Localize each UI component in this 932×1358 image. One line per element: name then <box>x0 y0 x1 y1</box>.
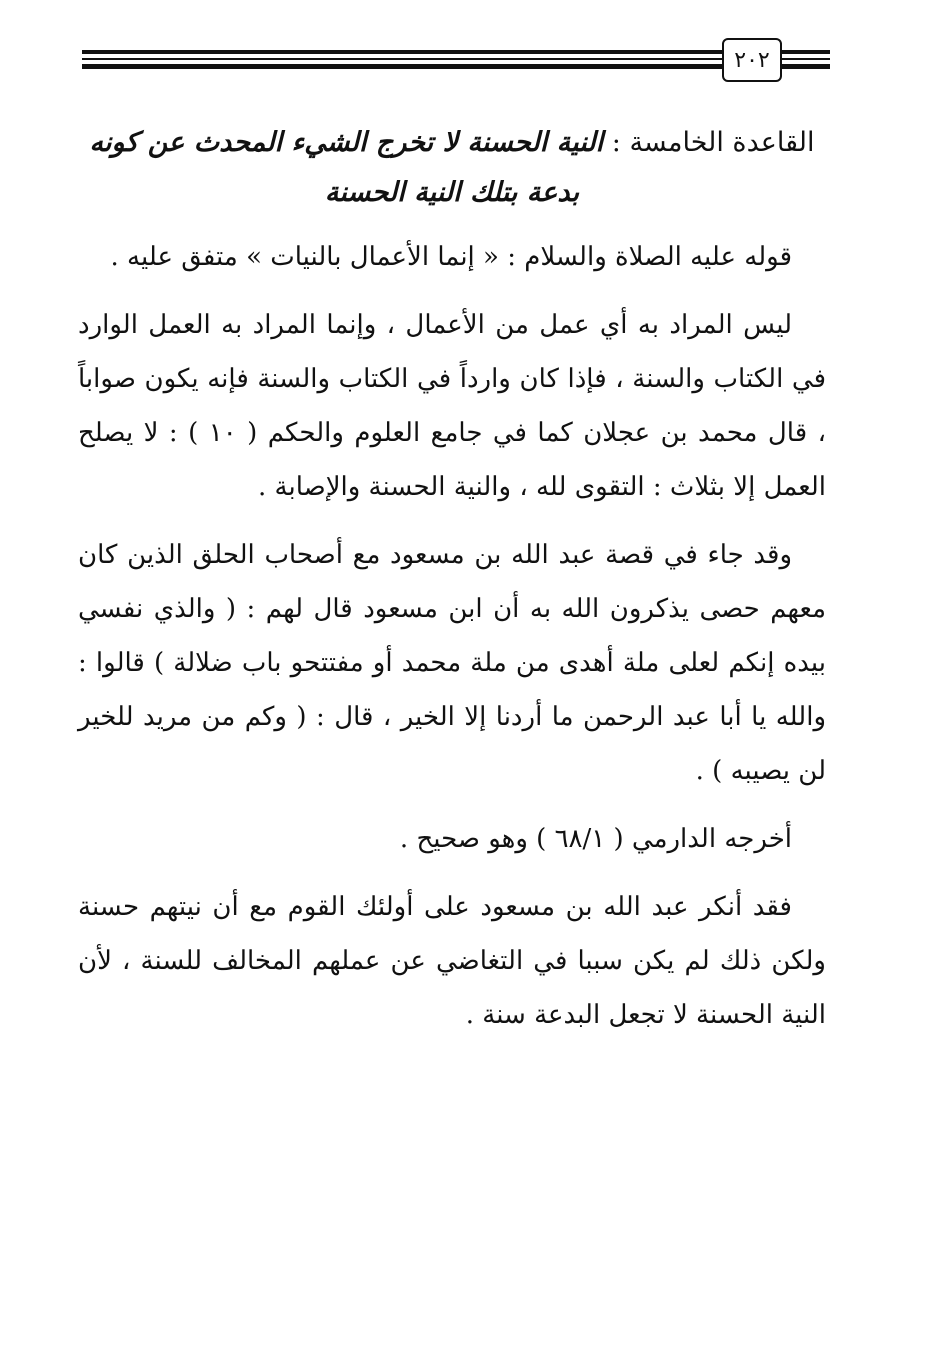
paragraph: وقد جاء في قصة عبد الله بن مسعود مع أصحاب الحلق الذين كان معهم حصى يذكرون الله به أن ابن مسعود قال لهم : ( والذي نفسي بيده إنكم لعلى ملة أهدى من ملة محمد أو مفتتحو باب ضلالة ) قالوا : والله يا أبا عبد الرحمن ما أردنا إلا الخير ، قال : ( وكم من مريد للخير لن يصيبه ) . <box>78 540 826 786</box>
page-header <box>82 38 830 88</box>
section-heading <box>78 118 826 218</box>
page-number: ٢٠٢ <box>722 38 782 82</box>
header-rule <box>82 58 722 60</box>
paragraph: فقد أنكر عبد الله بن مسعود على أولئك القوم مع أن نيتهم حسنة ولكن ذلك لم يكن سببا في التغاضي عن عملهم المخالف للسنة ، لأن النية الحسنة لا تجعل البدعة سنة . <box>78 892 826 1030</box>
heading-lead: القاعدة الخامسة : <box>611 127 815 158</box>
page-body <box>78 118 826 1056</box>
paragraph: أخرجه الدارمي ( ٦٨/١ ) وهو صحيح . <box>399 824 792 854</box>
header-rule-right <box>782 58 830 60</box>
header-rule-right <box>782 64 830 69</box>
heading-title: النية الحسنة لا تخرج الشيء المحدث عن كونه بدعة بتلك النية الحسنة <box>89 127 604 208</box>
paragraph: قوله عليه الصلاة والسلام : « إنما الأعمال بالنيات » متفق عليه . <box>110 242 792 272</box>
header-rule <box>82 64 722 69</box>
header-rule <box>82 50 722 54</box>
header-rule-right <box>782 50 830 54</box>
paragraph: ليس المراد به أي عمل من الأعمال ، وإنما المراد به العمل الوارد في الكتاب والسنة ، فإذا كان وارداً في الكتاب والسنة فإنه يكون صواباً ، قال محمد بن عجلان كما في جامع العلوم والحكم ( ١٠ ) : لا يصلح العمل إلا بثلاث : التقوى لله ، والنية الحسنة والإصابة . <box>78 310 826 502</box>
